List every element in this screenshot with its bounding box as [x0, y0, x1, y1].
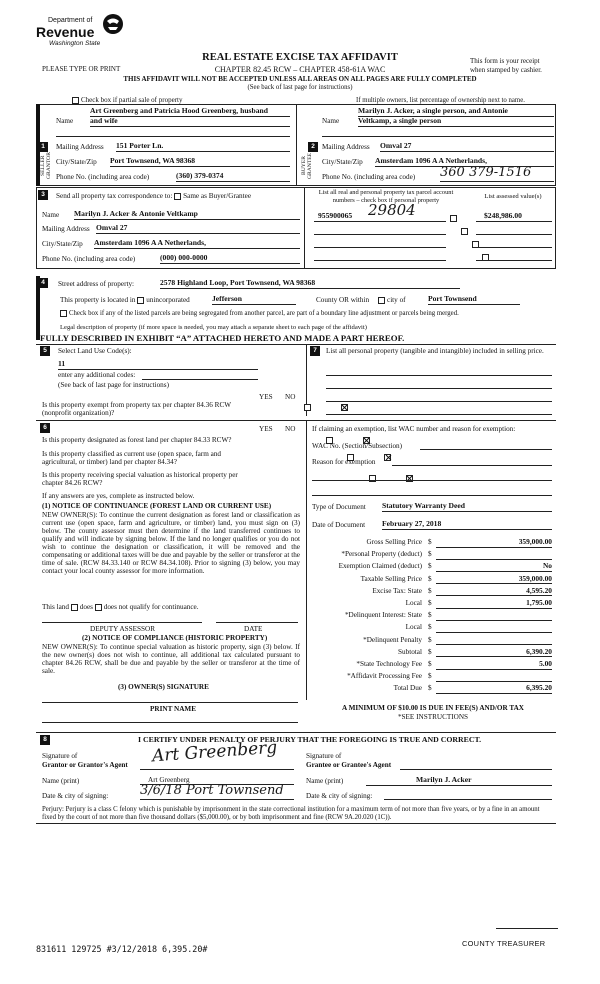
section-1-badge: 1 [38, 142, 48, 152]
personal-property-label: List all personal property (tangible and intangible) included in selling price. [326, 347, 544, 355]
calc-value[interactable]: 359,000.00 [436, 538, 552, 548]
county-value[interactable]: Jefferson [212, 295, 296, 305]
current-use-question: Is this property classified as current use (open space, farm and agricultural, or timber) land per chapter 84.34? [42, 450, 222, 467]
grantor-signature[interactable]: Art Greenberg [151, 737, 278, 767]
seller-mailing-label: Mailing Address [56, 143, 104, 151]
seller-phone[interactable]: (360) 379-0374 [176, 172, 290, 182]
seller-grantor-tag: SELLER GRANTOR [40, 152, 52, 180]
section-8-badge: 8 [40, 735, 50, 745]
section-4-badge: 4 [38, 278, 48, 288]
grantor-name-label: Name (print) [42, 777, 80, 785]
receipt-stamp: 831611 129725 #3/12/2018 6,395.20# [36, 944, 208, 954]
grantor-name[interactable]: Art Greenberg [140, 776, 294, 785]
see-instructions-note: *SEE INSTRUCTIONS [397, 713, 469, 721]
section-6-badge: 6 [40, 423, 50, 433]
multiple-owners-note: If multiple owners, list percentage of ownership next to name. [356, 97, 525, 104]
forest-question: Is this property designated as forest land per chapter 84.33 RCW? [42, 436, 232, 444]
currency-symbol: $ [428, 647, 432, 656]
checkbox-icon[interactable] [378, 297, 385, 304]
wa-state-icon [102, 12, 124, 36]
calc-value[interactable] [436, 672, 552, 682]
calc-value[interactable]: 6,395.20 [436, 684, 552, 694]
parcel-header-2: numbers – check box if personal property [332, 197, 440, 204]
parcel-pp-checkbox-2[interactable] [461, 228, 468, 235]
receipt-note-1: This form is your receipt [470, 57, 540, 65]
logo-line3: Washington State [49, 40, 101, 47]
calc-label: *Delinquent Penalty [363, 635, 422, 644]
logo-line1: Department of [48, 17, 93, 24]
buyer-name-1[interactable]: Marilyn J. Acker, a single person, and Antonie [358, 107, 554, 117]
reason-label: Reason for exemption [312, 458, 376, 466]
partial-sale-checkbox[interactable] [72, 96, 182, 104]
calc-label: Local [405, 599, 422, 607]
calc-label: *Affidavit Processing Fee [347, 672, 422, 681]
calc-label: *State Technology Fee [356, 660, 422, 668]
buyer-city[interactable]: Amsterdam 1096 A A Netherlands, [375, 157, 554, 167]
s5-no-header: NO [285, 393, 296, 401]
partial-sale-label: Check box if partial sale of property [81, 96, 183, 104]
currency-symbol: $ [428, 611, 432, 620]
checkbox-icon[interactable] [72, 97, 79, 104]
section-3-badge: 3 [38, 190, 48, 200]
wac-label: WAC No. (Section/Subsection) [312, 442, 403, 450]
parcel-header-1: List all real and personal property tax parcel account [318, 189, 454, 196]
calc-label: Excise Tax: State [372, 586, 422, 595]
calc-label: Local [405, 623, 422, 632]
calc-label: *Personal Property (deduct) [341, 550, 422, 559]
does-not-label: does not qualify for continuance. [103, 603, 199, 611]
notice2-title: (2) NOTICE OF COMPLIANCE (HISTORIC PROPERTY) [82, 634, 268, 642]
s3-mailing-label: Mailing Address [42, 225, 90, 233]
land-use-see-back: (See back of last page for instructions) [58, 381, 169, 389]
seller-name-label: Name [56, 117, 74, 125]
seller-phone-label: Phone No. (including area code) [56, 173, 150, 181]
county-label: County OR within [316, 296, 370, 304]
unincorporated-label: unincorporated [146, 296, 190, 304]
grantor-date-city[interactable]: 3/6/18 Port Townsend [140, 784, 294, 800]
parcel-number[interactable]: 955900065 [318, 211, 353, 220]
print-name-label: PRINT NAME [150, 705, 196, 713]
minimum-due-note: A MINIMUM OF $10.00 IS DUE IN FEE(S) AND/OR TAX [342, 704, 524, 712]
calc-value[interactable]: No [436, 562, 552, 572]
seller-city-label: City/State/Zip [56, 158, 97, 166]
see-back-note: (See back of last page for instructions) [247, 84, 353, 91]
send-label: Send all property tax correspondence to: [56, 192, 173, 200]
form-title: REAL ESTATE EXCISE TAX AFFIDAVIT [202, 52, 398, 63]
currency-symbol: $ [428, 550, 432, 559]
notice2-body: NEW OWNER(S): To continue special valuation as historic property, sign (3) below. If the new owner(s) does not wish to continue, all additional tax calculated pursuant to chapter 84.26 RCW, shall be due and payable by the seller or transferor at the time of sale. [42, 643, 300, 676]
seller-city[interactable]: Port Townsend, WA 98368 [110, 157, 290, 167]
assessor-date-label: DATE [244, 625, 263, 633]
seller-name-1[interactable]: Art Greenberg and Patricia Hood Greenberg, husband [90, 107, 290, 117]
logo-line2: Revenue [36, 24, 95, 40]
s3-name[interactable]: Marilyn J. Acker & Antonie Veltkamp [74, 210, 300, 220]
currency-symbol: $ [428, 574, 432, 583]
grantor-date-label: Date & city of signing: [42, 792, 109, 800]
s3-mailing[interactable]: Omval 27 [96, 224, 300, 234]
calc-value[interactable] [436, 623, 552, 633]
dor-logo [36, 12, 126, 52]
buyer-name-label: Name [322, 117, 340, 125]
calc-value[interactable] [436, 550, 552, 560]
s5-yes-header: YES [259, 393, 273, 401]
city-of-checkbox[interactable] [378, 296, 406, 304]
currency-symbol: $ [428, 684, 432, 693]
currency-symbol: $ [428, 599, 432, 607]
currency-symbol: $ [428, 660, 432, 668]
calc-value[interactable]: 359,000.00 [436, 575, 552, 585]
calc-value[interactable]: 5.00 [436, 660, 552, 670]
section-7-badge: 7 [310, 346, 320, 356]
s3-phone[interactable]: (000) 000-0000 [160, 254, 300, 264]
answers-note: If any answers are yes, complete as instructed below. [42, 492, 195, 500]
exempt-question: Is this property exempt from property tax per chapter 84.36 RCW (nonprofit organization)? [42, 401, 231, 418]
currency-symbol: $ [428, 586, 432, 595]
does-not-checkbox[interactable] [95, 604, 102, 611]
located-label: This property is located in [60, 296, 136, 304]
this-land-label: This land [42, 603, 69, 611]
doc-date-label: Date of Document [312, 521, 366, 529]
deputy-assessor-label: DEPUTY ASSESSOR [90, 625, 156, 633]
s6-yes-header: YES [259, 425, 273, 433]
calc-label: *Delinquent Interest: State [344, 611, 422, 620]
additional-codes-label: enter any additional codes: [58, 371, 136, 379]
land-use-code[interactable]: 11 [58, 360, 258, 370]
unincorporated-checkbox[interactable] [137, 297, 144, 304]
parcel-hand-number: 29804 [368, 201, 416, 219]
segregated-label: Check box if any of the listed parcels are being segregated from another parcel, are part of a boundary line adjustment or parcels being merged. [69, 310, 459, 318]
calc-value[interactable] [436, 636, 552, 646]
land-use-label: Select Land Use Code(s): [58, 347, 132, 355]
historic-question: Is this property receiving special valuation as historical property per chapter 84.26 RCW? [42, 471, 238, 488]
exempt-no-checkbox[interactable] [341, 404, 348, 411]
calc-value[interactable]: 6,390.20 [436, 648, 552, 658]
calc-label: Gross Selling Price [366, 538, 422, 546]
grantor-sig-label-1: Signature of [42, 752, 78, 760]
same-as-buyer-label: Same as Buyer/Grantee [183, 192, 252, 200]
legal-description[interactable]: FULLY DESCRIBED IN EXHIBIT “A” ATTACHED HERETO AND MADE A PART HEREOF. [40, 333, 405, 343]
current-use-no-checkbox[interactable] [384, 454, 391, 461]
currency-symbol: $ [428, 538, 432, 546]
does-checkbox[interactable] [71, 604, 78, 611]
calc-label: Total Due [393, 684, 422, 693]
currency-symbol: $ [428, 635, 432, 644]
s3-phone-label: Phone No. (including area code) [42, 255, 136, 263]
send-correspondence [56, 192, 251, 200]
form-subtitle: CHAPTER 82.45 RCW – CHAPTER 458-61A WAC [214, 65, 386, 74]
calc-label: Taxable Selling Price [360, 574, 422, 583]
s3-city-label: City/State/Zip [42, 240, 83, 248]
continuance-line [42, 603, 199, 611]
assessed-value[interactable]: $248,986.00 [484, 211, 522, 220]
section-5-badge: 5 [40, 346, 50, 356]
s3-city[interactable]: Amsterdam 1096 A A Netherlands, [94, 239, 300, 249]
doc-type-label: Type of Document [312, 503, 366, 511]
buyer-mailing[interactable]: Omval 27 [380, 142, 554, 152]
owner-signature-label: (3) OWNER(S) SIGNATURE [118, 683, 209, 691]
buyer-phone[interactable]: 360 379-1516 [440, 166, 554, 182]
currency-symbol: $ [428, 672, 432, 681]
city-value[interactable]: Port Townsend [428, 295, 520, 305]
treasurer-stamp: COUNTY TREASURER [462, 939, 546, 948]
calc-value[interactable]: 4,595.20 [436, 587, 552, 597]
currency-symbol: $ [428, 562, 432, 571]
calc-value[interactable]: 1,795.00 [436, 599, 552, 609]
buyer-grantee-tag: BUYER GRANTEE [301, 152, 313, 180]
parcel-pp-checkbox-4[interactable] [482, 254, 489, 261]
parcel-pp-checkbox-1[interactable] [450, 215, 457, 222]
does-label: does [79, 603, 93, 611]
grantor-sig-label-2: Grantor or Grantor's Agent [42, 761, 128, 769]
seller-mailing[interactable]: 151 Porter Ln. [116, 142, 290, 152]
currency-symbol: $ [428, 623, 432, 632]
property-street[interactable]: 2578 Highland Loop, Port Townsend, WA 98368 [160, 279, 460, 289]
buyer-phone-label: Phone No. (including area code) [322, 173, 416, 181]
receipt-note-2: when stamped by cashier. [470, 66, 542, 74]
segregated-line[interactable] [60, 310, 459, 318]
buyer-mailing-label: Mailing Address [322, 143, 370, 151]
parcel-pp-checkbox-3[interactable] [472, 241, 479, 248]
certify-statement: I CERTIFY UNDER PENALTY OF PERJURY THAT THE FOREGOING IS TRUE AND CORRECT. [138, 735, 482, 744]
perjury-notice: Perjury: Perjury is a class C felony which is punishable by imprisonment in the state correctional institution for a maximum term of not more than five years, or by a fine in an amount fixed by the court of not more than five thousand dollars ($5,000.00), or by both imprisonment and fine (RCW 9A.20.020 (1C)). [42, 806, 540, 821]
calc-value[interactable] [436, 611, 552, 621]
seller-name-2[interactable]: and wife [90, 117, 290, 127]
s3-name-label: Name [42, 211, 60, 219]
notice1-body: NEW OWNER(S): To continue the current designation as forest land or classification as current use (open space, farm and agriculture, or timber) land, you must sign on (3) below. The county assessor must then determine if the land transferred continues to qualify and will indicate by signing below. If the land no longer qualifies or you do not wish to continue the designation or classification, it will be removed and the compensating or additional taxes will be due and payable by the seller or transferor at the time of sale. (RCW 84.33.140 or RCW 84.34.108). Prior to signing (3) below, you may contact your local county assessor for more information. [42, 511, 300, 576]
section-2-badge: 2 [308, 142, 318, 152]
doc-type[interactable]: Statutory Warranty Deed [382, 502, 552, 512]
street-label: Street address of property: [58, 280, 135, 288]
doc-date[interactable]: February 27, 2018 [382, 520, 552, 530]
same-as-buyer-checkbox[interactable] [174, 193, 181, 200]
s6-no-header: NO [285, 425, 296, 433]
treasurer-stamp-line [496, 928, 558, 929]
grantee-sig-label-1: Signature of [306, 752, 342, 760]
please-type: PLEASE TYPE OR PRINT [42, 65, 121, 73]
notice1-title: (1) NOTICE OF CONTINUANCE (FOREST LAND OR CURRENT USE) [42, 502, 272, 510]
calc-label: Exemption Claimed (deduct) [338, 562, 422, 571]
grantee-sig-label-2: Grantee or Grantee's Agent [306, 761, 392, 769]
exemption-label: If claiming an exemption, list WAC number and reason for exemption: [312, 425, 516, 433]
completion-notice: THIS AFFIDAVIT WILL NOT BE ACCEPTED UNLESS ALL AREAS ON ALL PAGES ARE FULLY COMPLETED [123, 75, 477, 83]
city-of-label: city of [387, 296, 406, 304]
buyer-name-2[interactable]: Veltkamp, a single person [358, 117, 554, 127]
assessed-header: List assessed value(s) [484, 193, 542, 200]
grantee-name[interactable]: Marilyn J. Acker [366, 776, 552, 786]
located-line [60, 296, 190, 304]
segregated-checkbox[interactable] [60, 310, 67, 317]
grantee-date-label: Date & city of signing: [306, 792, 373, 800]
calc-label: Subtotal [398, 647, 422, 656]
exempt-yes-checkbox[interactable] [304, 404, 311, 411]
grantee-name-label: Name (print) [306, 777, 344, 785]
buyer-city-label: City/State/Zip [322, 158, 363, 166]
legal-label: Legal description of property (if more space is needed, you may attach a separate sheet to each page of the affidavit) [60, 324, 367, 331]
